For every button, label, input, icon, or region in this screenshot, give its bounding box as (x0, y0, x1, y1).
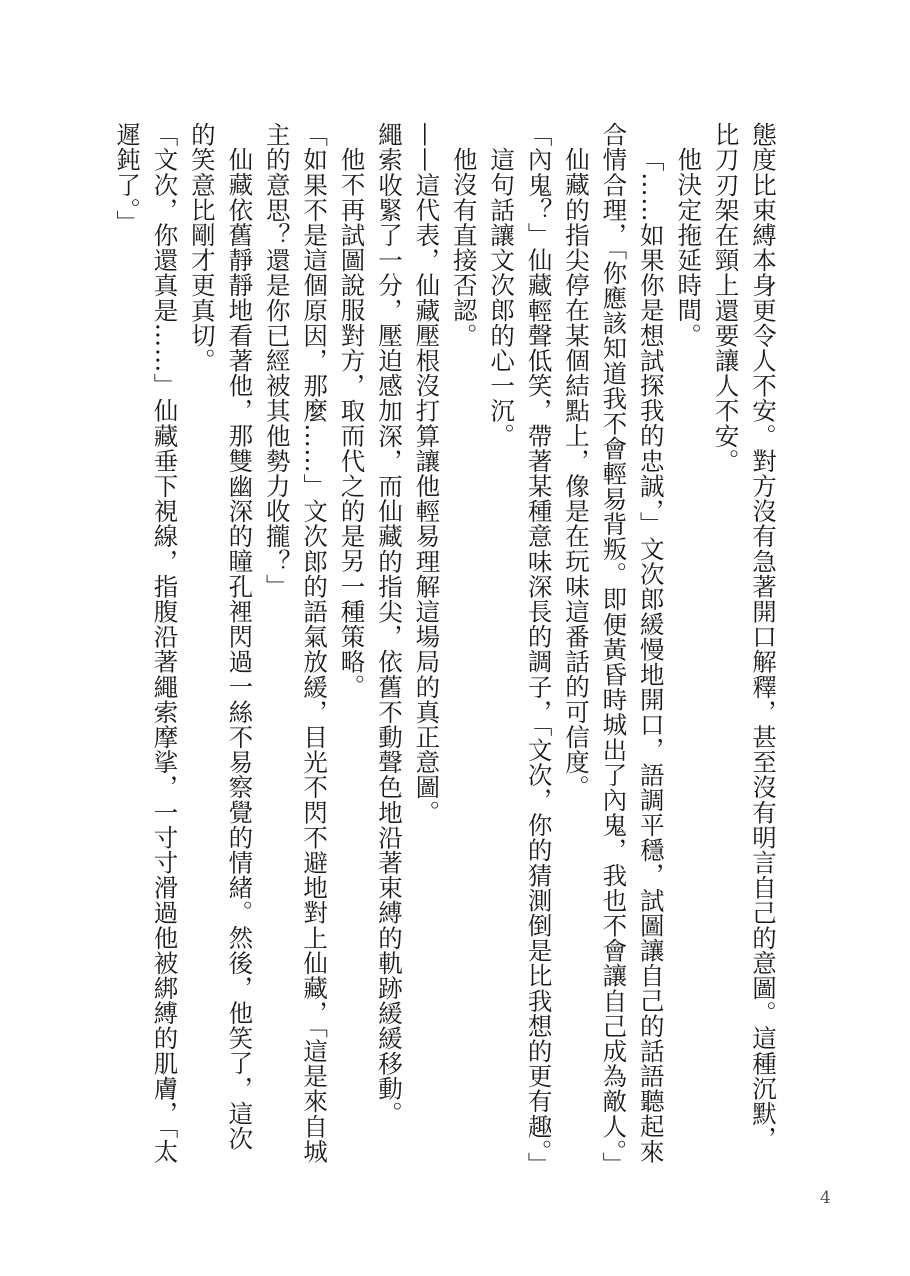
paragraph: 他不再試圖說服對方，取而代之的是另一種策略。 (337, 146, 367, 699)
paragraph: 仙藏的指尖停在某個結點上，像是在玩味這番話的可信度。 (561, 146, 591, 800)
paragraph: 「文次，你還真是……」仙藏垂下視線，指腹沿著繩索摩挲，一寸寸滑過他被綁縛的肌膚，「太遲鈍了。」 (113, 122, 180, 1164)
page-number: 4 (820, 1188, 831, 1208)
paragraph: 「……如果你是想試探我的忠誠，」文次郎緩慢地開口，語調平穩，試圖讓自己的話語聽起來合情合理，「你應該知道我不會輕易背叛。即便黃昏時城出了內鬼，我也不會讓自己成為敵人。」 (599, 122, 666, 1177)
paragraph: 態度比束縛本身更令人不安。對方沒有急著開口解釋，甚至沒有明言自己的意圖。這種沉默，比刀刃架在頸上還要讓人不安。 (711, 122, 778, 1152)
paragraph: 繩索收緊了一分，壓迫感加深，而仙藏的指尖，依舊不動聲色地沿著束縛的軌跡緩緩移動。 (374, 122, 404, 1126)
paragraph: 仙藏依舊靜靜地看著他，那雙幽深的瞳孔裡閃過一絲不易察覺的情緒。然後，他笑了，這次的笑意比剛才更真切。 (187, 122, 255, 1151)
paragraph: 他決定拖延時間。 (674, 146, 704, 348)
vertical-text-body (113, 122, 782, 1177)
paragraph: 這句話讓文次郎的心一沉。 (487, 146, 517, 448)
paragraph: 「如果不是這個原因，那麼……」文次郎的語氣放緩，目光不閃不避地對上仙藏，「這是來自城主的意思？還是你已經被其他勢力收攏？」 (262, 122, 330, 1164)
paragraph: ——這代表，仙藏壓根沒打算讓他輕易理解這場局的真正意圖。 (412, 122, 442, 825)
paragraph: 他沒有直接否認。 (449, 146, 479, 348)
paragraph: 「內鬼？」仙藏輕聲低笑，帶著某種意味深長的調子，「文次，你的猜測倒是比我想的更有趣。」 (524, 122, 554, 1177)
